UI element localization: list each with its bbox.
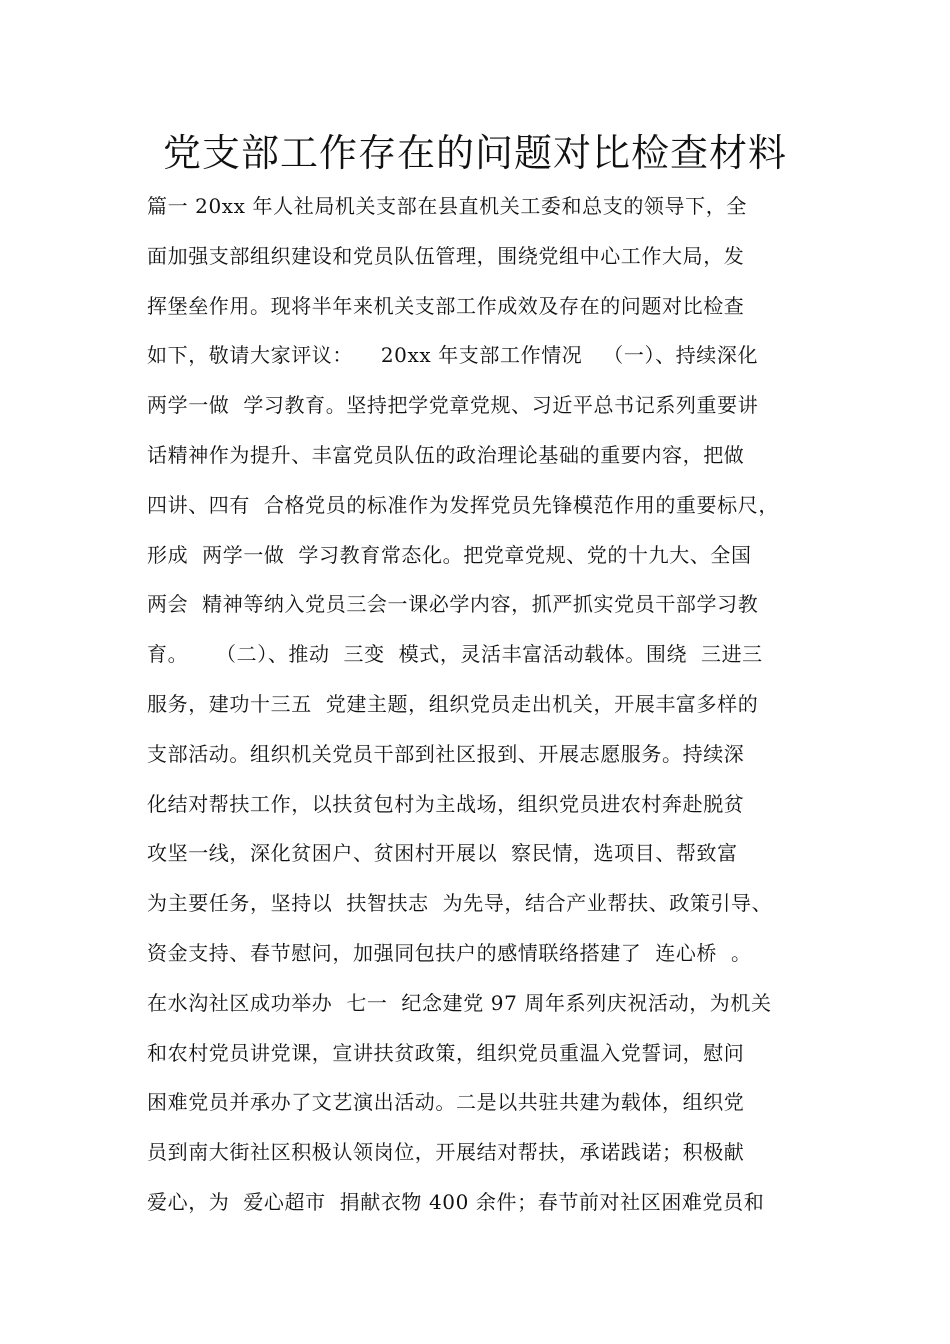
body-line: 服务，建功十三五 党建主题，组织党员走出机关，开展丰富多样的 xyxy=(147,691,759,716)
body-line: 资金支持、春节慰问，加强同包扶户的感情联络搭建了 连心桥 。 xyxy=(147,940,752,965)
body-line: 如下，敬请大家评议： 20xx 年支部工作情况 （一）、持续深化 xyxy=(147,343,759,368)
document-title: 党支部工作存在的问题对比检查材料 xyxy=(162,131,787,175)
body-line: 攻坚一线，深化贫困户、贫困村开展以 察民情，选项目、帮致富 xyxy=(147,841,738,866)
body-line: 面加强支部组织建设和党员队伍管理，围绕党组中心工作大局，发 xyxy=(147,243,745,268)
body-line: 爱心，为 爱心超市 捐献衣物 400 余件；春节前对社区困难党员和 xyxy=(147,1189,765,1214)
body-line: 困难党员并承办了文艺演出活动。二是以共驻共建为载体，组织党 xyxy=(147,1090,745,1115)
body-line: 挥堡垒作用。现将半年来机关支部工作成效及存在的问题对比检查 xyxy=(147,293,745,318)
body-line: 化结对帮扶工作，以扶贫包村为主战场，组织党员进农村奔赴脱贫 xyxy=(147,791,745,816)
body-line: 两学一做 学习教育。坚持把学党章党规、习近平总书记系列重要讲 xyxy=(147,393,759,418)
body-line: 支部活动。组织机关党员干部到社区报到、开展志愿服务。持续深 xyxy=(147,741,745,766)
body-line: 在水沟社区成功举办 七一 纪念建党 97 周年系列庆祝活动，为机关 xyxy=(147,990,772,1015)
body-line: 篇一 20xx 年人社局机关支部在县直机关工委和总支的领导下，全 xyxy=(147,194,747,218)
body-line: 为主要任务，坚持以 扶智扶志 为先导，结合产业帮扶、政策引导、 xyxy=(147,891,773,916)
body-line: 四讲、四有 合格党员的标准作为发挥党员先锋模范作用的重要标尺， xyxy=(147,492,779,517)
body-line: 和农村党员讲党课，宣讲扶贫政策，组织党员重温入党誓词，慰问 xyxy=(147,1040,745,1065)
body-line: 两会 精神等纳入党员三会一课必学内容，抓严抓实党员干部学习教 xyxy=(147,592,759,617)
document-body xyxy=(147,182,827,1228)
body-line: 育。 （二）、推动 三变 模式，灵活丰富活动载体。围绕 三进三 xyxy=(147,642,763,667)
body-line: 员到南大街社区积极认领岗位，开展结对帮扶，承诺践诺；积极献 xyxy=(147,1140,745,1165)
body-line: 形成 两学一做 学习教育常态化。把党章党规、党的十九大、全国 xyxy=(147,542,752,567)
body-line: 话精神作为提升、丰富党员队伍的政治理论基础的重要内容，把做 xyxy=(147,442,745,467)
